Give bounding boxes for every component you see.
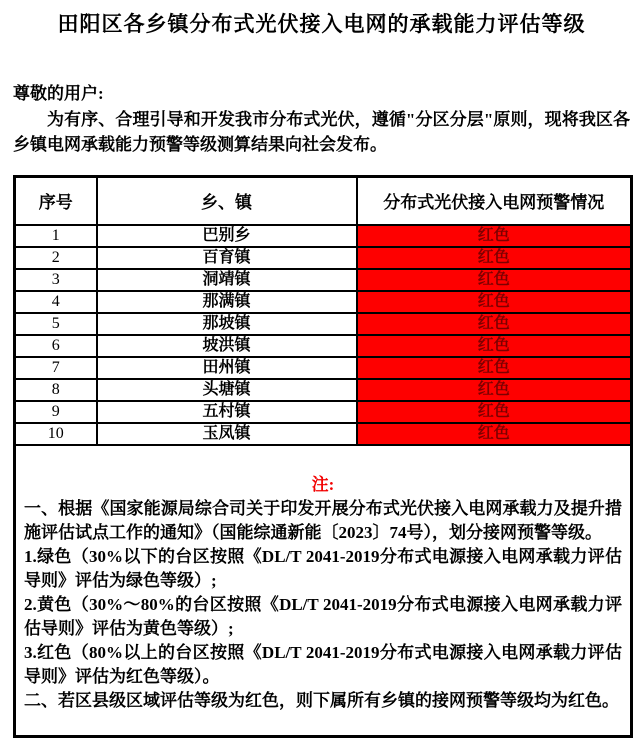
township-name: 五村镇 xyxy=(97,401,357,423)
note-item: 一、根据《国家能源局综合司关于印发开展分布式光伏接入电网承载力及提升措施评估试点工作的通知》（国能综通新能〔2023〕74号），划分接网预警等级。 xyxy=(24,499,622,543)
notes-label: 注: xyxy=(311,475,335,495)
row-index: 5 xyxy=(15,313,97,335)
row-index: 8 xyxy=(15,379,97,401)
table-row xyxy=(15,313,632,335)
warning-status-badge: 红色 xyxy=(357,357,632,379)
table-row xyxy=(15,291,632,313)
row-index: 4 xyxy=(15,291,97,313)
row-index: 9 xyxy=(15,401,97,423)
intro-section xyxy=(13,81,630,157)
table-row xyxy=(15,247,632,269)
notes-cell xyxy=(15,445,632,737)
note-item: 2.黄色（30%～80%的台区按照《DL/T 2041-2019分布式电源接入电网承载力评估导则》评估为黄色等级）; xyxy=(24,595,622,639)
table-row xyxy=(15,379,632,401)
note-item: 1.绿色（30%以下的台区按照《DL/T 2041-2019分布式电源接入电网承载力评估导则》评估为绿色等级）; xyxy=(24,547,622,591)
row-index: 6 xyxy=(15,335,97,357)
header-township: 乡、镇 xyxy=(97,177,357,225)
township-name: 田州镇 xyxy=(97,357,357,379)
note-item: 3.红色（80%以上的台区按照《DL/T 2041-2019分布式电源接入电网承载力评估导则》评估为红色等级）。 xyxy=(24,643,622,687)
table-header-row xyxy=(15,177,632,225)
township-name: 头塘镇 xyxy=(97,379,357,401)
intro-paragraph: 为有序、合理引导和开发我市分布式光伏，遵循"分区分层"原则，现将我区各乡镇电网承载能力预警等级测算结果向社会发布。 xyxy=(13,110,630,154)
table-row xyxy=(15,423,632,445)
row-index: 10 xyxy=(15,423,97,445)
row-index: 3 xyxy=(15,269,97,291)
notes-row xyxy=(15,445,632,737)
warning-status-badge: 红色 xyxy=(357,247,632,269)
table-row xyxy=(15,335,632,357)
greeting-text: 尊敬的用户: xyxy=(13,84,104,103)
row-index: 1 xyxy=(15,225,97,247)
warning-status-badge: 红色 xyxy=(357,335,632,357)
header-index: 序号 xyxy=(15,177,97,225)
page-title: 田阳区各乡镇分布式光伏接入电网的承载能力评估等级 xyxy=(57,12,586,36)
warning-status-badge: 红色 xyxy=(357,401,632,423)
warning-status-badge: 红色 xyxy=(357,291,632,313)
header-warning-status: 分布式光伏接入电网预警情况 xyxy=(357,177,632,225)
township-name: 玉凤镇 xyxy=(97,423,357,445)
township-name: 那坡镇 xyxy=(97,313,357,335)
warning-status-badge: 红色 xyxy=(357,313,632,335)
note-item: 二、若区县级区域评估等级为红色，则下属所有乡镇的接网预警等级均为红色。 xyxy=(24,691,619,711)
table-row xyxy=(15,225,632,247)
warning-status-badge: 红色 xyxy=(357,269,632,291)
table-row xyxy=(15,269,632,291)
township-name: 洞靖镇 xyxy=(97,269,357,291)
warning-status-badge: 红色 xyxy=(357,379,632,401)
township-name: 那满镇 xyxy=(97,291,357,313)
township-table-body xyxy=(15,225,632,445)
warning-level-table xyxy=(13,175,633,738)
table-row xyxy=(15,357,632,379)
township-name: 百育镇 xyxy=(97,247,357,269)
township-name: 坡洪镇 xyxy=(97,335,357,357)
row-index: 2 xyxy=(15,247,97,269)
row-index: 7 xyxy=(15,357,97,379)
warning-status-badge: 红色 xyxy=(357,225,632,247)
table-row xyxy=(15,401,632,423)
township-name: 巴别乡 xyxy=(97,225,357,247)
warning-status-badge: 红色 xyxy=(357,423,632,445)
